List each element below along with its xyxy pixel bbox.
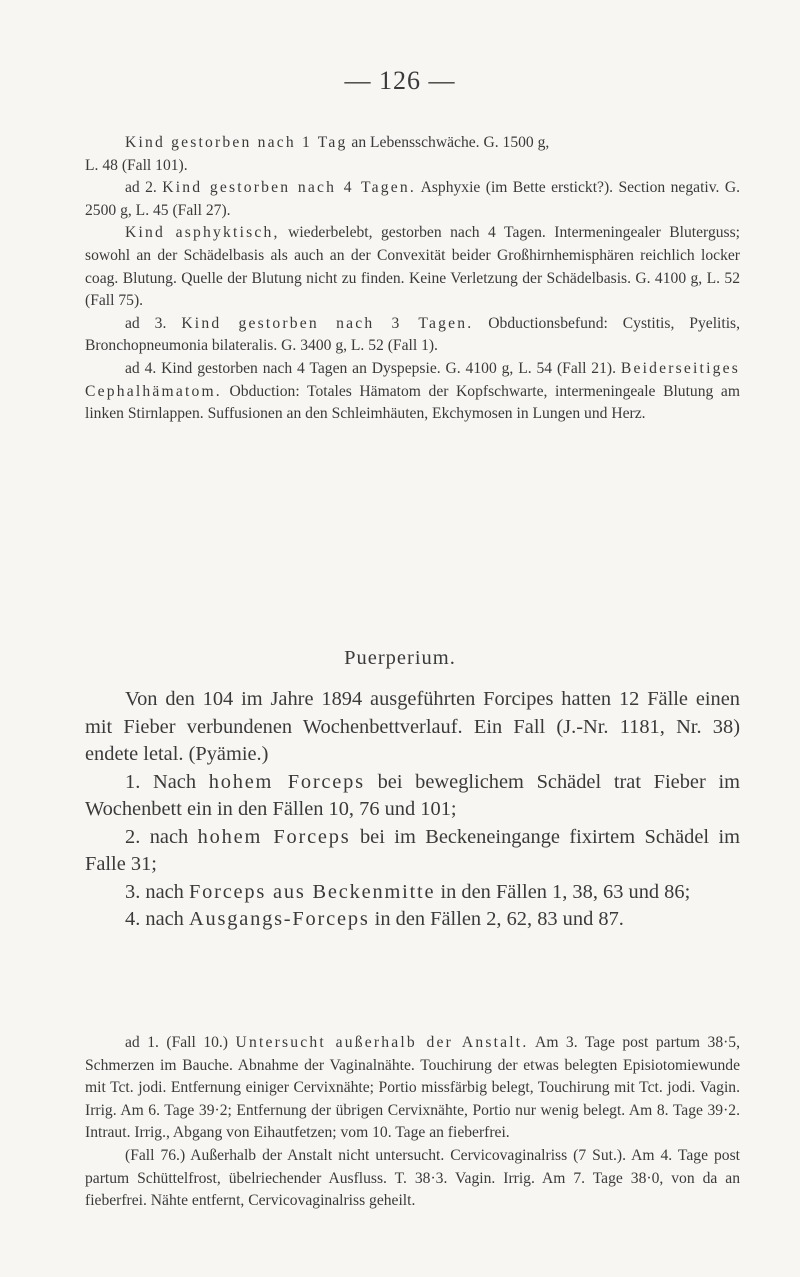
paragraph	[85, 906, 740, 934]
text-run: in den Fällen 2, 62, 83 und 87.	[369, 908, 624, 930]
page-number: — 126 —	[344, 66, 456, 95]
spaced-emphasis-text: Beiderseitiges Cephalhämatom.	[85, 359, 740, 400]
section-heading: Puerperium.	[344, 647, 456, 669]
paragraph	[85, 824, 740, 879]
text-run: 3. nach	[125, 880, 189, 903]
spaced-emphasis-text: hohem Forceps	[208, 770, 365, 793]
text-run: 1. Nach	[125, 770, 209, 793]
text-run: ad 4. Kind gestorben nach 4 Tagen an Dyspepsie. G. 4100 g, L. 54 (Fall 21).	[125, 359, 621, 377]
paragraph	[85, 1145, 740, 1213]
text-run: 4. nach	[125, 908, 189, 930]
text-run: bei beweglichem Schädel trat Fieber im Wochenbett ein in den Fällen 10, 76 und 101;	[85, 770, 740, 820]
text-run: Obduction: Totales Hämatom der Kopfschwarte, intermeningeale Blutung am linken Stirnlappen. Suffusionen an den Schleimhäuten, Ekchymosen in Lungen und Herz.	[85, 382, 740, 423]
paragraph	[85, 358, 740, 426]
forceps-summary	[85, 686, 740, 934]
paragraph	[85, 769, 740, 824]
spaced-emphasis-text: Kind gestorben nach 1 Tag	[125, 134, 348, 151]
text-run: ad 2.	[125, 179, 163, 197]
text-run: wiederbelebt, gestorben nach 4 Tagen. Intermeningealer Bluterguss; sowohl an der Schädelbasis als auch an der Convexität beider Großhirnhemisphären reichlich locker coag. Blutung. Quelle der Blutung nicht zu finden. Keine Verletzung der Schädelbasis. G. 4100 g, L. 52 (Fall 75).	[85, 224, 741, 310]
paragraph	[85, 1032, 740, 1145]
text-run: bei im Beckeneingange fixirtem Schädel im Falle 31;	[85, 825, 740, 875]
paragraph	[85, 177, 740, 222]
text-run: L. 48 (Fall 101).	[85, 156, 188, 174]
spaced-emphasis-text: Kind gestorben nach 4 Tagen.	[162, 179, 417, 197]
paragraph	[85, 222, 740, 312]
text-run: Obductionsbefund: Cystitis, Pyelitis, Bronchopneumonia bilateralis. G. 3400 g, L. 52 (Fall 1).	[85, 314, 740, 355]
paragraph	[85, 155, 740, 178]
text-run: ad 1. (Fall 10.)	[125, 1034, 236, 1051]
spaced-emphasis-text: Kind gestorben nach 3 Tagen.	[181, 314, 474, 332]
text-run: Am 3. Tage post partum 38·5, Schmerzen im Bauche. Abnahme der Vaginalnähte. Touchirung der etwas belegten Episiotomiewunde mit Tct. jodi. Entfernung einiger Cervixnähte; Portio missfärbig belegt, Touchirung mit Tct. jodi. Vagin. Irrig. Am 6. Tage 39·2; Entfernung der übrigen Cervixnähte, Portio nur wenig belegt. Am 8. Tage 39·2. Intraut. Irrig., Abgang von Eihautfetzen; vom 10. Tage an fieberfrei.	[85, 1034, 740, 1142]
text-run: 2. nach	[125, 825, 198, 848]
case-notes-top	[85, 132, 740, 426]
text-run: Asphyxie (im Bette erstickt?). Section negativ. G. 2500 g, L. 45 (Fall 27).	[85, 179, 740, 219]
spaced-emphasis-text: hohem Forceps	[197, 825, 351, 848]
spaced-emphasis-text: Ausgangs-Forceps	[188, 908, 370, 930]
text-run: (Fall 76.) Außerhalb der Anstalt nicht untersucht. Cervicovaginalriss (7 Sut.). Am 4. Tage post partum Schüttelfrost, übelriechender Ausfluss. T. 38·3. Vagin. Irrig. Am 7. Tage 38·0, von da an fieberfrei. Nähte entfernt, Cervicovaginalriss geheilt.	[85, 1146, 740, 1210]
paragraph	[85, 313, 740, 358]
case-notes-bottom	[85, 1032, 740, 1213]
spaced-emphasis-text: Untersucht außerhalb der Anstalt.	[235, 1034, 529, 1051]
text-run: an Lebensschwäche. G. 1500 g,	[347, 134, 550, 151]
paragraph	[85, 132, 740, 155]
text-run: Von den 104 im Jahre 1894 ausgeführten Forcipes hatten 12 Fälle einen mit Fieber verbundenen Wochenbettverlauf. Ein Fall (J.-Nr. 1181, Nr. 38) endete letal. (Pyämie.)	[85, 688, 740, 765]
spaced-emphasis-text: Forceps aus Beckenmitte	[188, 880, 436, 903]
paragraph	[85, 686, 740, 769]
text-run: in den Fällen 1, 38, 63 und 86;	[435, 880, 691, 903]
spaced-emphasis-text: Kind asphyktisch,	[125, 224, 280, 242]
text-run: ad 3.	[125, 314, 182, 332]
paragraph	[85, 879, 740, 907]
